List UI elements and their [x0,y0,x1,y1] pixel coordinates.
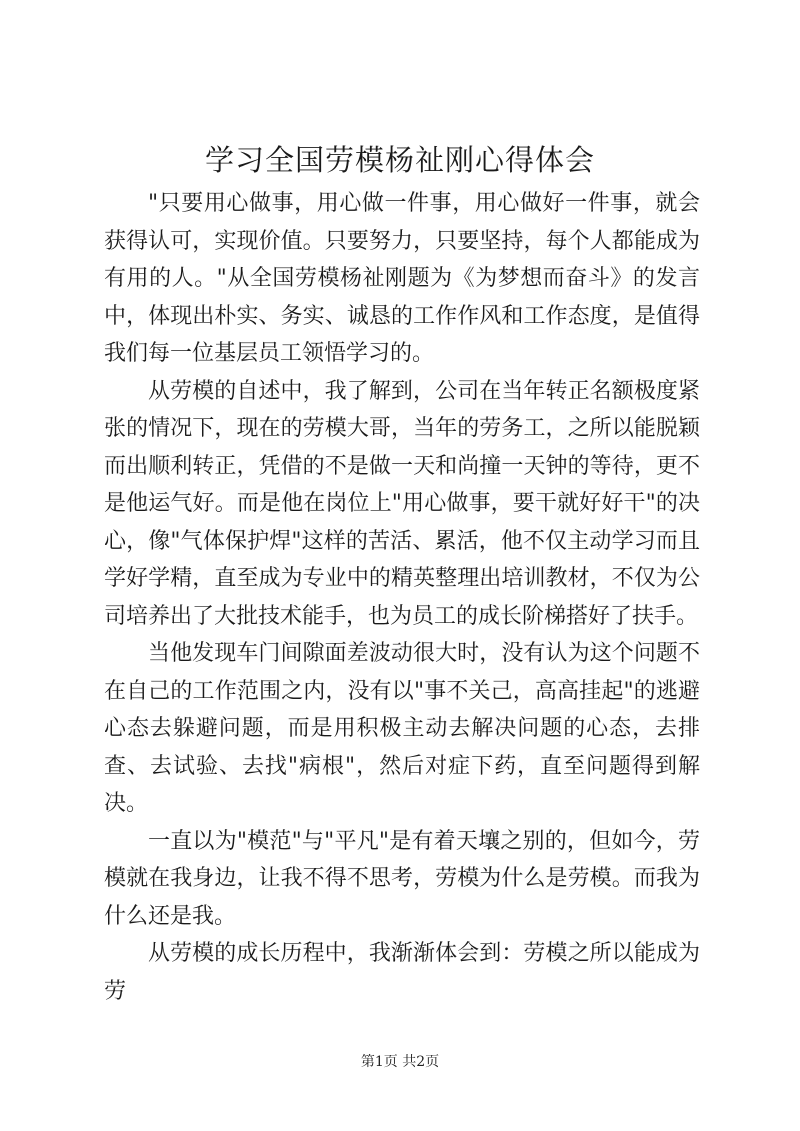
paragraph: 当他发现车门间隙面差波动很大时，没有认为这个问题不在自己的工作范围之内，没有以"事不关己，高高挂起"的逃避心态去躲避问题，而是用积极主动去解决问题的心态，去排查、去试验、去找"病根"，然后对症下药，直至问题得到解决。 [104,641,700,816]
paragraph: 从劳模的自述中，我了解到，公司在当年转正名额极度紧张的情况下，现在的劳模大哥，当年的劳务工，之所以能脱颖而出顺利转正，凭借的不是做一天和尚撞一天钟的等待，更不是他运气好。而是他在岗位上"用心做事，要干就好好干"的决心，像"气体保护焊"这样的苦活、累活，他不仅主动学习而且学好学精，直至成为专业中的精英整理出培训教材，不仅为公司培养出了大批技术能手，也为员工的成长阶梯搭好了扶手。 [104,378,700,629]
document-title: 学习全国劳模杨祉刚心得体会 [204,143,595,177]
paragraph: "只要用心做事，用心做一件事，用心做好一件事，就会获得认可，实现价值。只要努力，只要坚持，每个人都能成为有用的人。"从全国劳模杨祉刚题为《为梦想而奋斗》的发言中，体现出朴实、务实、诚恳的工作作风和工作态度，是值得我们每一位基层员工领悟学习的。 [104,191,700,366]
document-body [104,185,700,1010]
paragraph: 从劳模的成长历程中，我渐渐体会到：劳模之所以能成为劳 [104,941,700,1004]
page-number-footer: 第1页 共2页 [360,1054,440,1070]
paragraph: 一直以为"模范"与"平凡"是有着天壤之别的，但如今，劳模就在我身边，让我不得不思考，劳模为什么是劳模。而我为什么还是我。 [104,828,700,929]
